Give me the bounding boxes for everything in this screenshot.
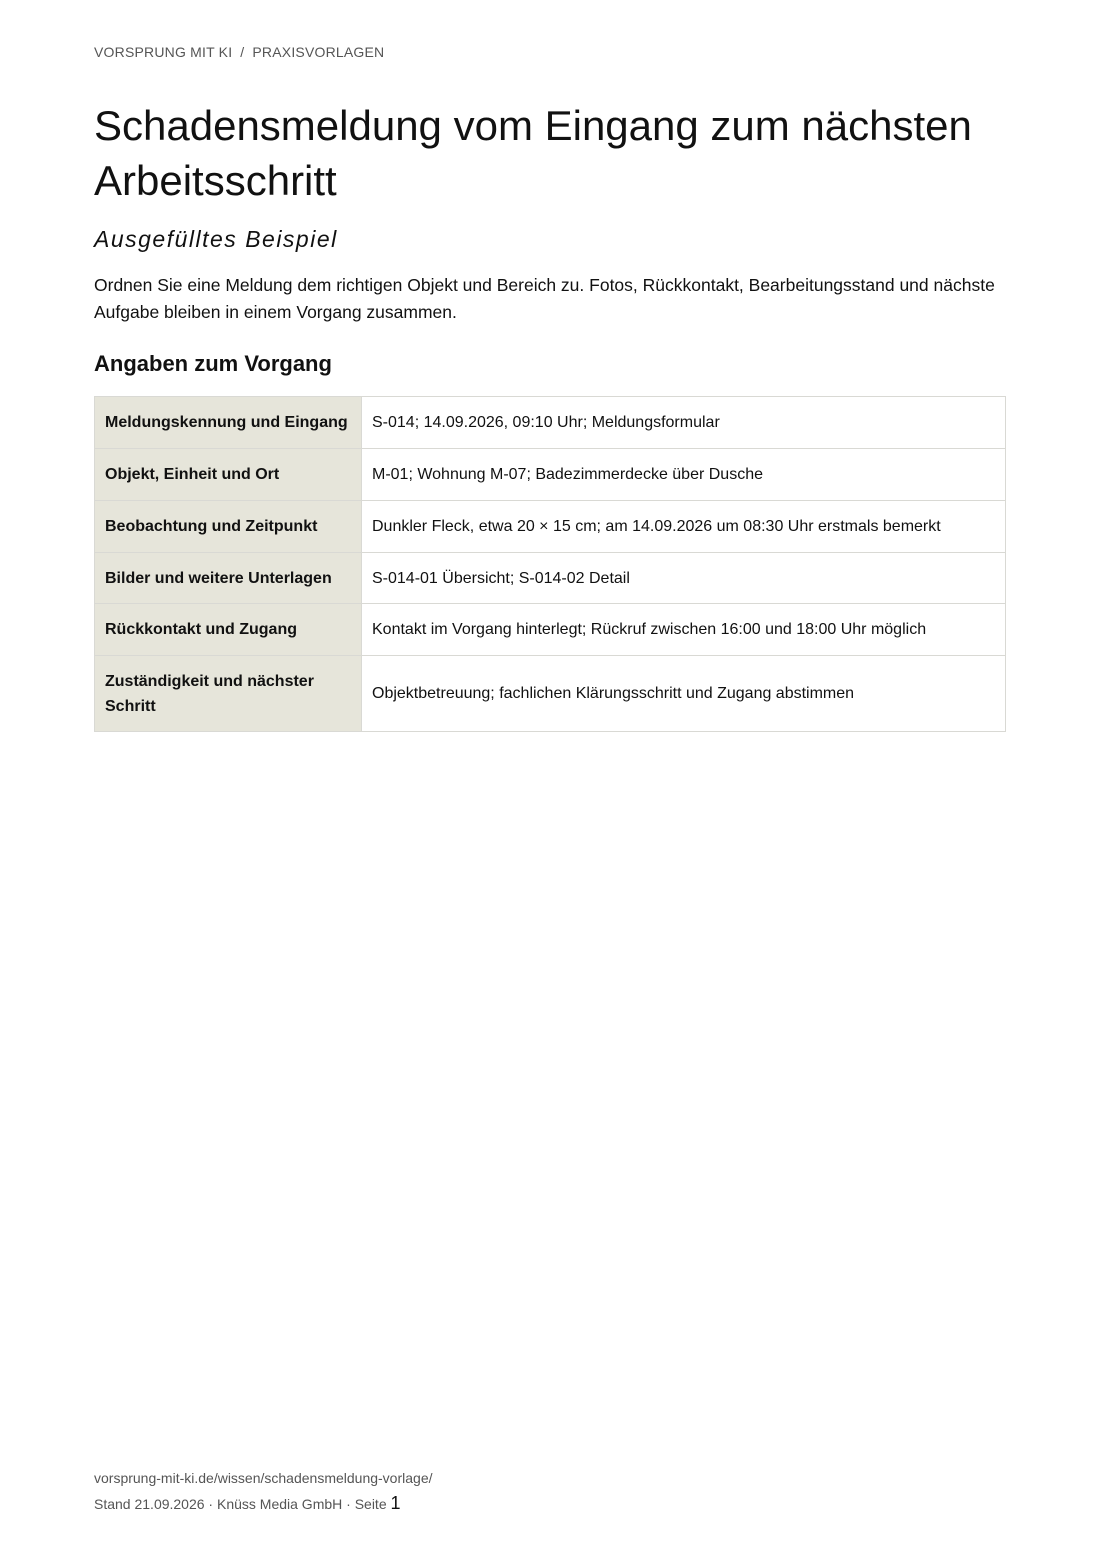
detail-label: Beobachtung und Zeitpunkt [95, 501, 362, 553]
detail-label: Bilder und weitere Unterlagen [95, 553, 362, 604]
page-title: Schadensmeldung vom Eingang zum nächsten Arbeitsschritt [94, 102, 972, 204]
detail-value: S-014-01 Übersicht; S-014-02 Detail [362, 553, 1006, 604]
detail-value: M-01; Wohnung M-07; Badezimmerdecke über Dusche [362, 449, 1006, 501]
detail-label: Rückkontakt und Zugang [95, 604, 362, 656]
detail-value: S-014; 14.09.2026, 09:10 Uhr; Meldungsformular [362, 397, 1006, 449]
intro-paragraph: Ordnen Sie eine Meldung dem richtigen Objekt und Bereich zu. Fotos, Rückkontakt, Bearbeitungsstand und nächste Aufgabe bleiben in einem Vorgang zusammen. [94, 275, 995, 322]
detail-value: Objektbetreuung; fachlichen Klärungsschritt und Zugang abstimmen [362, 656, 1006, 732]
table-row [95, 656, 1006, 732]
page-number: 1 [390, 1493, 401, 1513]
breadcrumb [94, 44, 384, 60]
table-row [95, 449, 1006, 501]
page-subtitle: Ausgefülltes Beispiel [94, 226, 338, 252]
footer-url[interactable]: vorsprung-mit-ki.de/wissen/schadensmeldung-vorlage/ [94, 1470, 433, 1486]
detail-value: Dunkler Fleck, etwa 20 × 15 cm; am 14.09.2026 um 08:30 Uhr erstmals bemerkt [362, 501, 1006, 553]
detail-value: Kontakt im Vorgang hinterlegt; Rückruf zwischen 16:00 und 18:00 Uhr möglich [362, 604, 1006, 656]
breadcrumb-item-brand: VORSPRUNG MIT KI [94, 44, 233, 60]
detail-label: Zuständigkeit und nächster Schritt [95, 656, 362, 732]
section-heading: Angaben zum Vorgang [94, 351, 332, 376]
details-table [94, 396, 1006, 732]
detail-label: Objekt, Einheit und Ort [95, 449, 362, 501]
breadcrumb-separator: / [240, 44, 245, 60]
table-row [95, 501, 1006, 553]
table-row [95, 604, 1006, 656]
table-row [95, 553, 1006, 604]
footer-status-text: Stand 21.09.2026 · Knüss Media GmbH · Seite [94, 1496, 387, 1512]
footer-status [94, 1493, 401, 1514]
table-row [95, 397, 1006, 449]
breadcrumb-item-category: PRAXISVORLAGEN [252, 44, 385, 60]
detail-label: Meldungskennung und Eingang [95, 397, 362, 449]
